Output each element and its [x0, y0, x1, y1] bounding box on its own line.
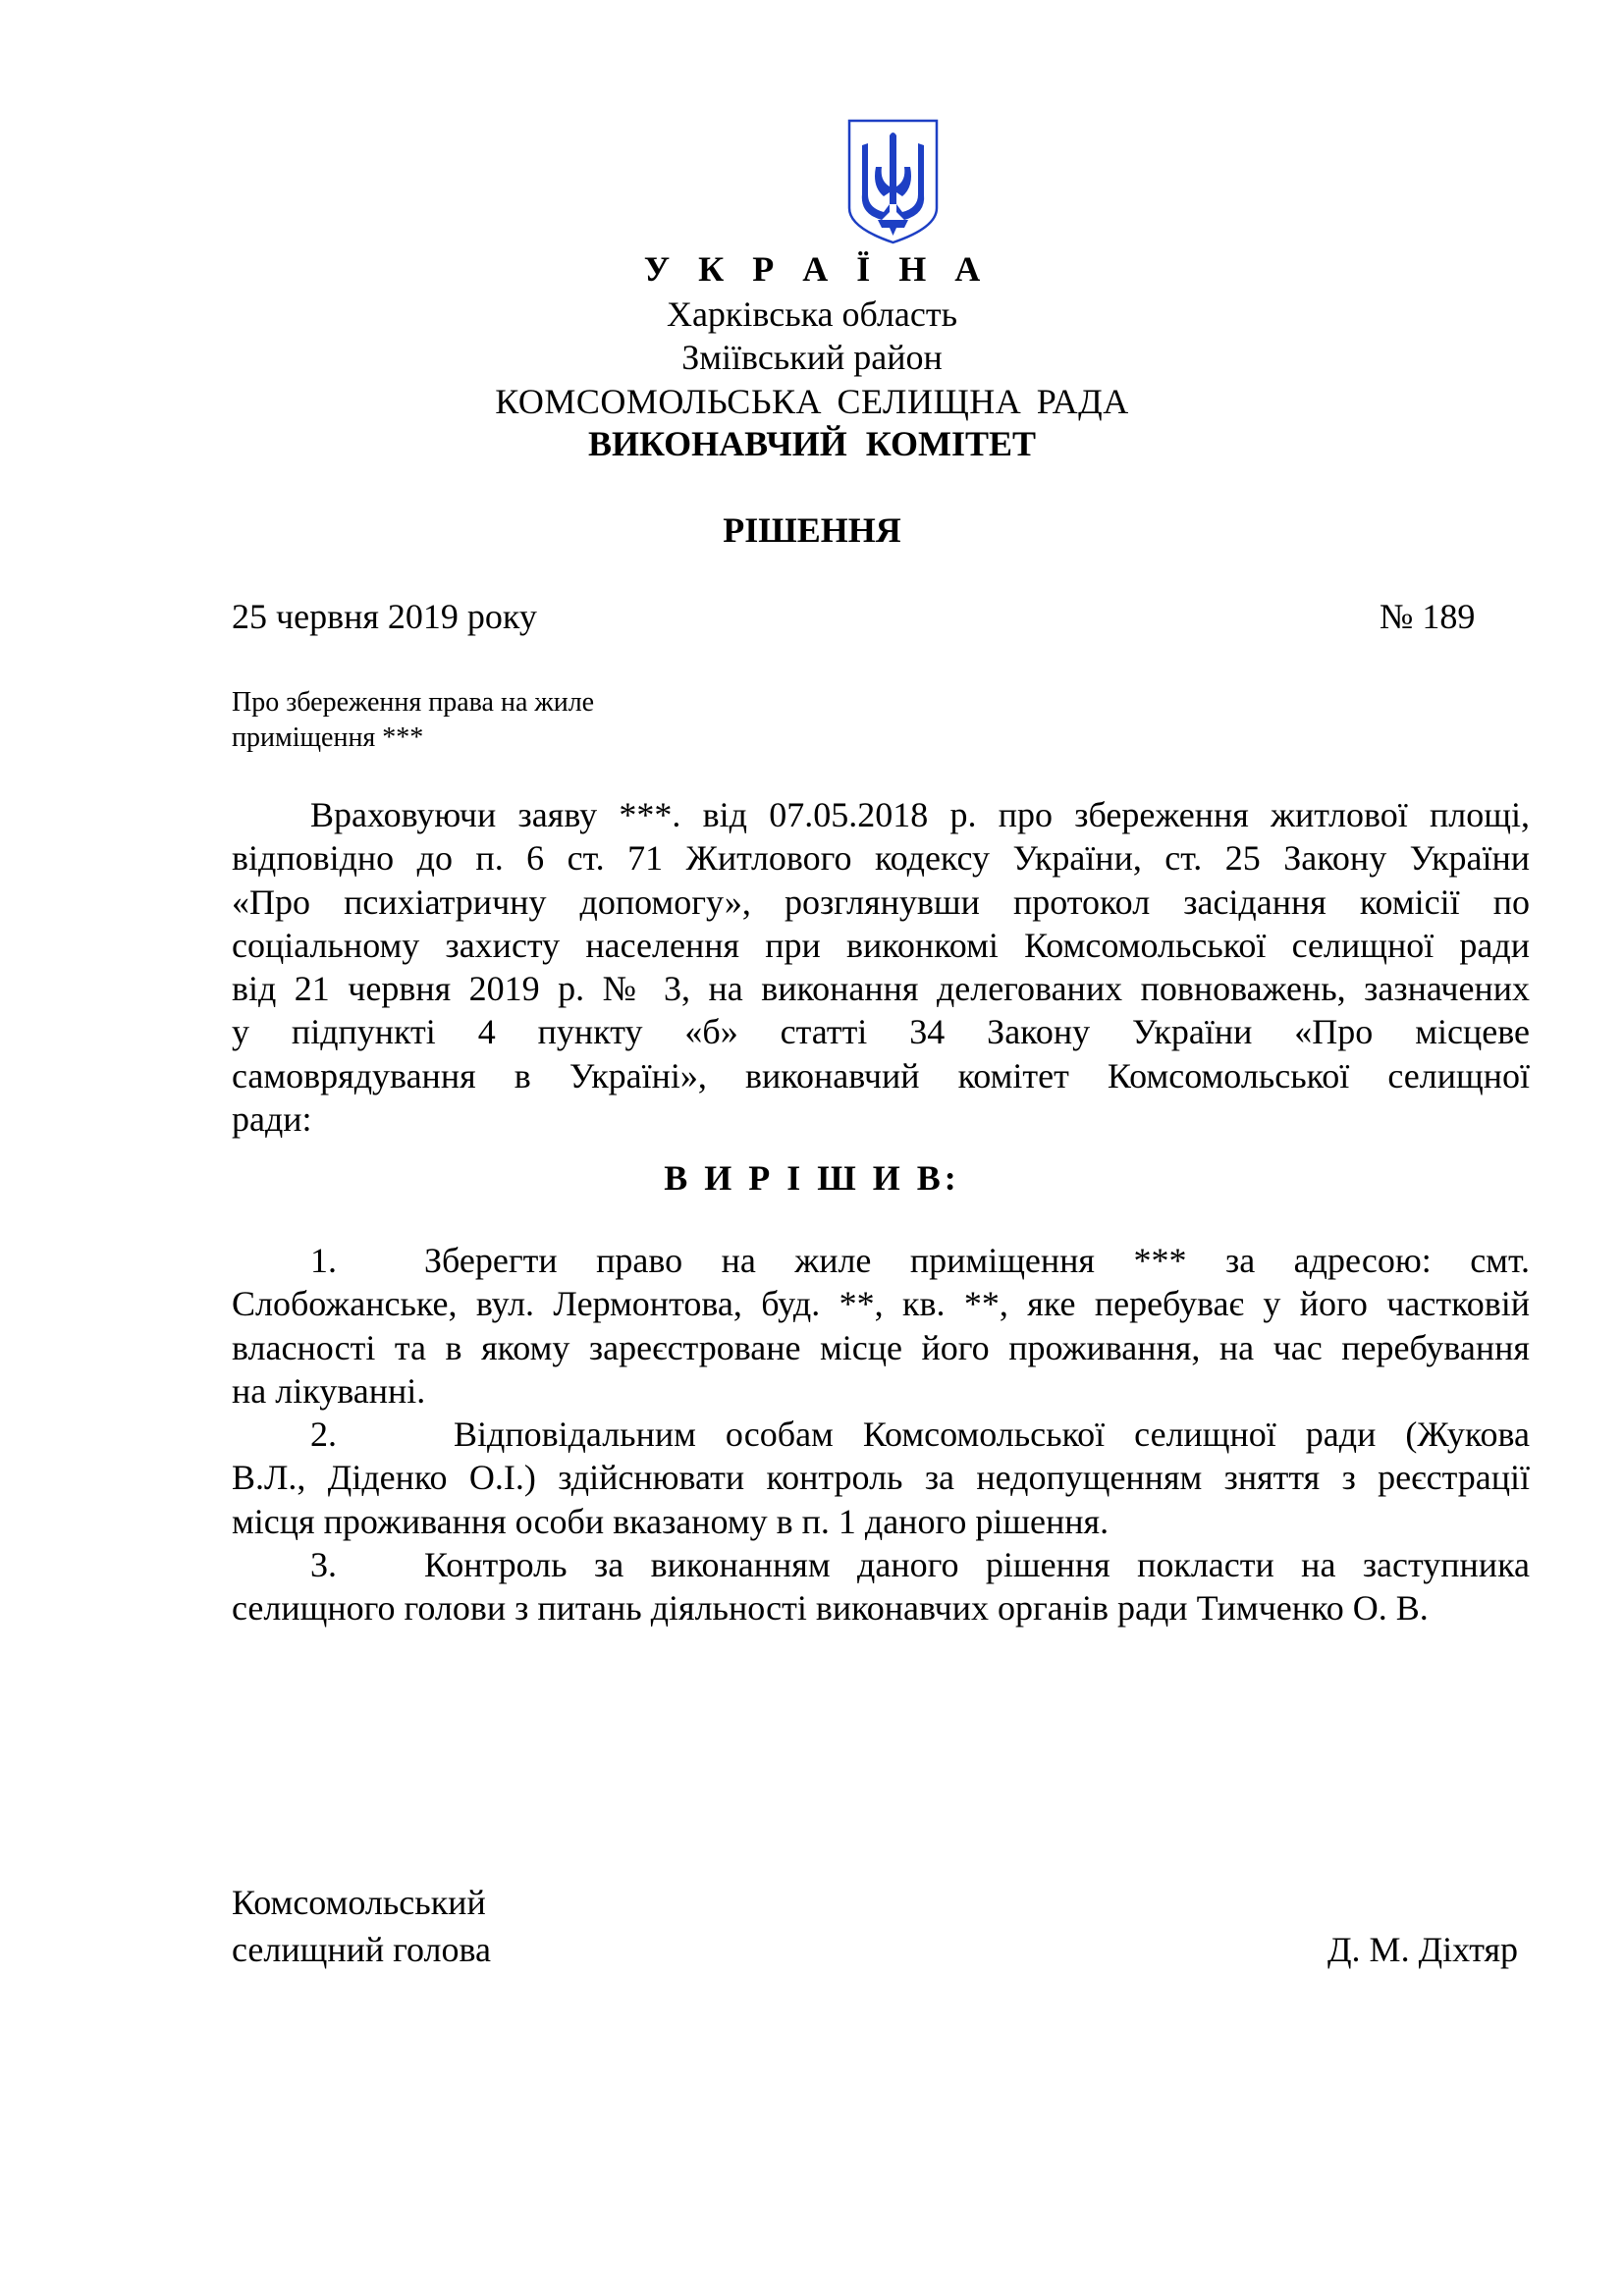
item-line: В.Л., Діденко О.І.) здійснювати контроль за недопущенням зняття з реєстрації [232, 1458, 1530, 1498]
item-number: 3. [310, 1545, 337, 1585]
item-text: Зберегти право на жиле приміщення *** за адресою: смт. [424, 1241, 1530, 1280]
document-subject [232, 685, 594, 756]
council-name: КОМСОМОЛЬСЬКА СЕЛИЩНА РАДА [495, 382, 1129, 421]
signatory-position [232, 1879, 491, 1973]
preamble-line: відповідно до п. 6 ст. 71 Житлового кодексу України, ст. 25 Закону України [232, 838, 1530, 879]
item-line: власності та в якому зареєстроване місце його проживання, на час перебування [232, 1327, 1530, 1367]
country-heading: У К Р А Ї Н А [643, 249, 991, 289]
signatory-name: Д. М. Діхтяр [1327, 1930, 1519, 1969]
preamble-line: у підпункті 4 пункту «б» статті 34 Закону України «Про місцеве [232, 1012, 1530, 1052]
item-line: Слобожанське, вул. Лермонтова, буд. **, кв. **, яке перебуває у його частковій [232, 1284, 1530, 1324]
preamble-line: Враховуючи заяву ***. від 07.05.2018 р. про збереження житлової площі, [310, 795, 1530, 834]
item-line: селищного голови з питань діяльності виконавчих органів ради Тимченко О. В. [232, 1588, 1429, 1629]
item-text: Відповідальним особам Комсомольської селищної ради (Жукова [424, 1415, 1530, 1455]
oblast-line: Харківська область [666, 294, 958, 334]
preamble-line: соціальному захисту населення при виконкомі Комсомольської селищної ради [232, 925, 1530, 965]
decision-items [232, 1239, 1530, 1630]
decision-item-1 [232, 1239, 1530, 1282]
decision-item-2 [232, 1413, 1530, 1456]
position-line: Комсомольський [232, 1883, 486, 1922]
item-line: місця проживання особи вказаному в п. 1 даного рішення. [232, 1501, 1110, 1541]
document-type-heading: РІШЕННЯ [723, 510, 901, 550]
preamble-line: самоврядування в Україні», виконавчий комітет Комсомольської селищної [232, 1055, 1530, 1095]
subject-line: Про збереження права на жиле [232, 687, 595, 718]
decided-heading: В И Р І Ш И В: [664, 1158, 960, 1198]
preamble-line: від 21 червня 2019 р. № 3, на виконання делегованих повноважень, зазначених [232, 969, 1530, 1009]
document-date: 25 червня 2019 року [232, 597, 537, 636]
committee-name: ВИКОНАВЧИЙ КОМІТЕТ [587, 424, 1037, 463]
item-text: Контроль за виконанням даного рішення покласти на заступника [424, 1545, 1530, 1585]
item-number: 2. [310, 1415, 337, 1455]
preamble-paragraph [232, 793, 1530, 1141]
preamble-line: ради: [232, 1099, 312, 1140]
preamble-line: «Про психіатричну допомогу», розглянувши протокол засідання комісії по [232, 881, 1530, 922]
rayon-line: Зміївський район [681, 338, 943, 377]
coat-of-arms-icon [846, 118, 940, 245]
subject-line: приміщення *** [232, 722, 424, 753]
decision-item-3 [232, 1543, 1530, 1586]
position-line: селищний голова [232, 1930, 492, 1969]
item-number: 1. [310, 1241, 337, 1280]
item-line: на лікуванні. [232, 1370, 426, 1411]
document-number: № 189 [1380, 597, 1476, 636]
